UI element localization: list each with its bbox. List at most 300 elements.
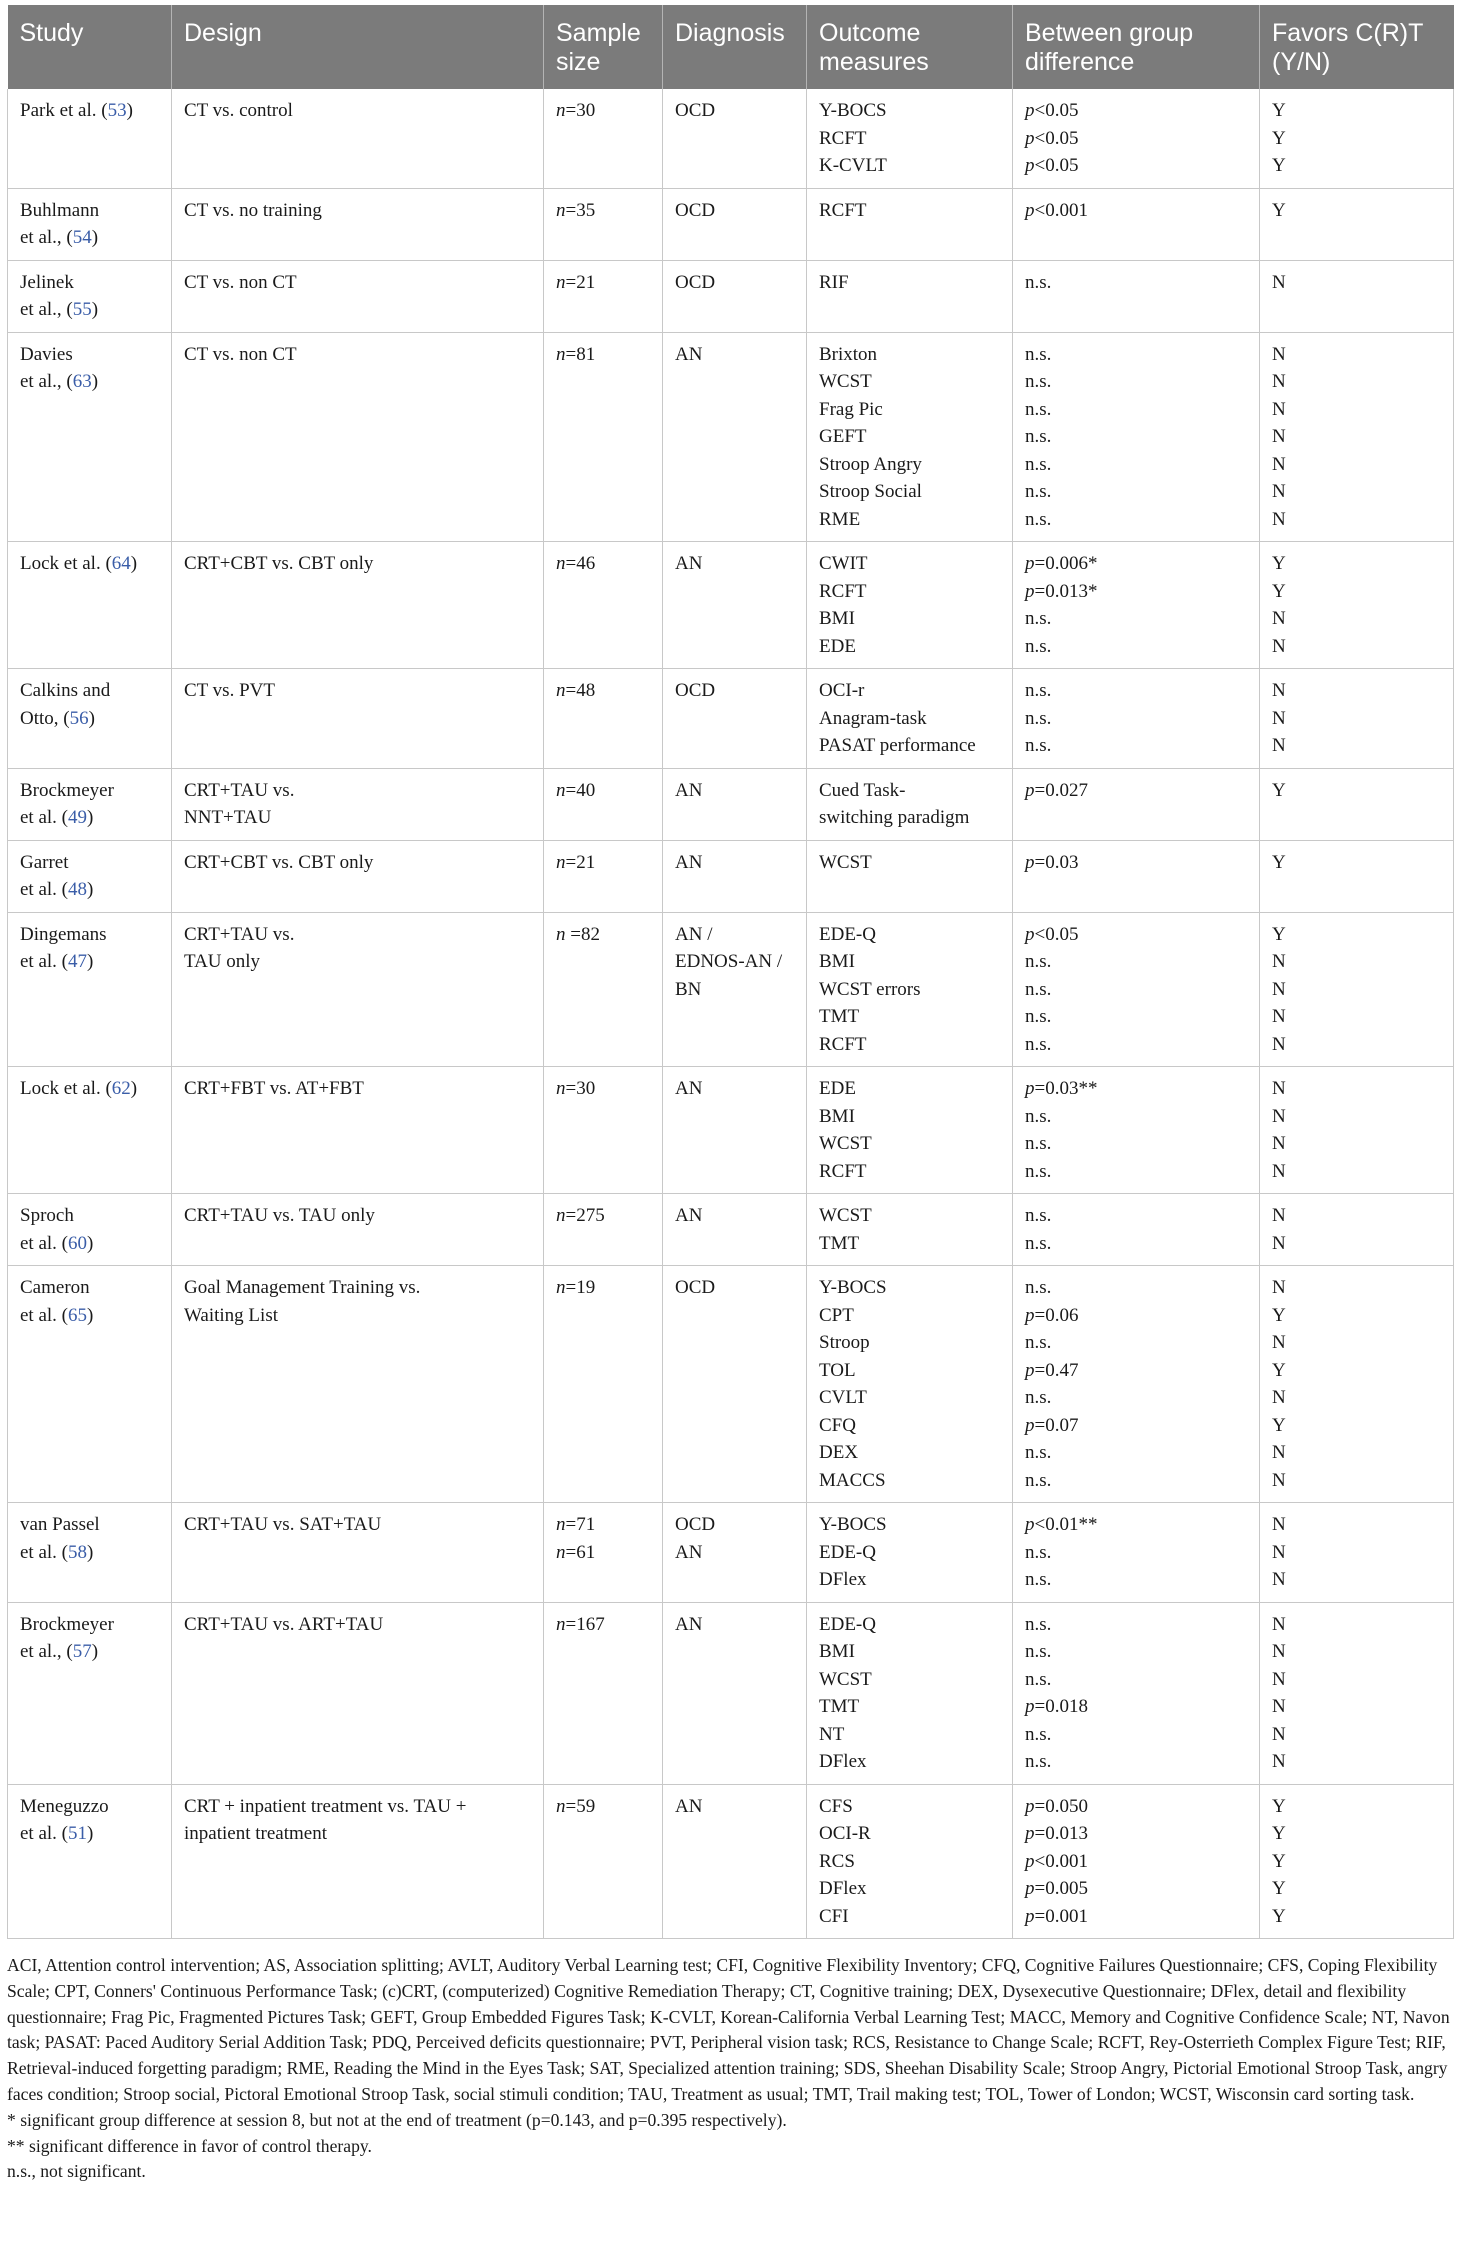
study-line bbox=[20, 1511, 159, 1539]
study-line bbox=[20, 921, 159, 949]
diagnosis-value: AN bbox=[675, 1541, 703, 1563]
diagnosis-value: OCD bbox=[675, 199, 716, 221]
favors-value: N bbox=[1272, 271, 1286, 293]
stat-symbol: p bbox=[1025, 1850, 1035, 1872]
study-text: ) bbox=[87, 1232, 94, 1254]
outcome-value: Cued Task- bbox=[819, 779, 906, 801]
outcome-value: DFlex bbox=[819, 1878, 867, 1899]
difference-value: p=0.013* bbox=[1025, 580, 1098, 602]
outcome-value: Stroop Angry bbox=[819, 453, 922, 475]
difference-value: p<0.05 bbox=[1025, 127, 1079, 149]
diagnosis-cell bbox=[663, 840, 807, 912]
sample-size-value: n=30 bbox=[556, 1078, 596, 1099]
difference-cell bbox=[1013, 840, 1260, 912]
diagnosis-value: AN bbox=[675, 1078, 703, 1099]
design-value: CT vs. no training bbox=[184, 199, 322, 221]
study-text: Brockmeyer bbox=[20, 779, 114, 801]
diagnosis-value: AN bbox=[675, 553, 703, 574]
study-line bbox=[20, 97, 159, 125]
stat-symbol: p bbox=[1025, 1414, 1035, 1436]
table-row bbox=[8, 542, 1454, 669]
study-line bbox=[20, 876, 159, 904]
study-line bbox=[20, 1302, 159, 1330]
difference-value: n.s. bbox=[1025, 1006, 1052, 1027]
diagnosis-value: AN bbox=[675, 851, 703, 873]
design-cell bbox=[172, 188, 544, 260]
study-text: ) bbox=[130, 1078, 138, 1099]
sample-size-value: n=21 bbox=[556, 271, 596, 293]
favors-value: N bbox=[1272, 1469, 1286, 1491]
design-value: CRT+TAU vs. ART+TAU bbox=[184, 1613, 384, 1635]
outcome-value: Brixton bbox=[819, 343, 878, 365]
study-text: ) bbox=[87, 1304, 94, 1326]
reference-link[interactable]: 55 bbox=[72, 299, 92, 320]
study-cell bbox=[8, 260, 172, 332]
stat-symbol: p bbox=[1025, 1304, 1035, 1326]
difference-cell bbox=[1013, 1266, 1260, 1503]
outcome-value: WCST bbox=[819, 851, 872, 873]
favors-value: Y bbox=[1272, 580, 1286, 602]
column-header-sample-size: Sample size bbox=[544, 5, 663, 89]
outcome-value: OCI-R bbox=[819, 1823, 871, 1844]
favors-value: N bbox=[1272, 978, 1286, 1000]
diagnosis-value: OCD bbox=[675, 1277, 716, 1298]
reference-link[interactable]: 56 bbox=[69, 707, 89, 729]
favors-value: N bbox=[1272, 398, 1286, 420]
outcome-value: RCS bbox=[819, 1850, 855, 1872]
reference-link[interactable]: 62 bbox=[111, 1078, 131, 1099]
stat-symbol: p bbox=[1025, 580, 1035, 602]
difference-value: n.s. bbox=[1025, 453, 1052, 475]
outcome-value: CFI bbox=[819, 1905, 849, 1927]
stat-symbol: n bbox=[556, 100, 566, 121]
sample-size-value: n=71 bbox=[556, 1514, 596, 1535]
design-cell bbox=[172, 840, 544, 912]
reference-link[interactable]: 53 bbox=[107, 100, 127, 121]
diagnosis-cell bbox=[663, 1503, 807, 1603]
difference-value: n.s. bbox=[1025, 1133, 1052, 1154]
outcome-value: Frag Pic bbox=[819, 398, 883, 420]
favors-value: Y bbox=[1272, 779, 1286, 801]
favors-value: Y bbox=[1272, 1359, 1286, 1381]
diagnosis-cell bbox=[663, 89, 807, 188]
difference-value: n.s. bbox=[1025, 1668, 1052, 1690]
favors-value: N bbox=[1272, 635, 1286, 657]
design-cell bbox=[172, 669, 544, 769]
diagnosis-cell bbox=[663, 912, 807, 1067]
outcome-value: GEFT bbox=[819, 426, 867, 447]
outcome-value: RIF bbox=[819, 271, 849, 293]
study-cell bbox=[8, 332, 172, 542]
study-cell bbox=[8, 1067, 172, 1194]
outcome-value: RME bbox=[819, 508, 861, 530]
favors-value: N bbox=[1272, 343, 1286, 365]
favors-cell bbox=[1260, 1067, 1454, 1194]
design-value: CRT+TAU vs. bbox=[184, 779, 295, 801]
stat-symbol: n bbox=[556, 779, 566, 801]
stat-symbol: p bbox=[1025, 100, 1035, 121]
sample-size-cell bbox=[544, 1784, 663, 1939]
outcome-value: CFS bbox=[819, 1795, 853, 1817]
footnote: ** significant difference in favor of control therapy. bbox=[7, 2135, 372, 2156]
difference-value: n.s. bbox=[1025, 735, 1052, 756]
favors-value: N bbox=[1272, 371, 1286, 392]
stat-symbol: p bbox=[1025, 1878, 1035, 1899]
study-text: et al., ( bbox=[20, 371, 73, 392]
footnotes bbox=[7, 2108, 1453, 2185]
favors-value: N bbox=[1272, 1696, 1286, 1717]
stat-symbol: n bbox=[556, 923, 566, 945]
stat-symbol: p bbox=[1025, 127, 1035, 149]
sample-size-value: n=19 bbox=[556, 1277, 596, 1298]
stat-symbol: p bbox=[1025, 1359, 1035, 1381]
favors-cell bbox=[1260, 1266, 1454, 1503]
outcome-value: RCFT bbox=[819, 199, 867, 221]
favors-value: N bbox=[1272, 1723, 1286, 1745]
outcome-cell bbox=[807, 768, 1013, 840]
study-text: ) bbox=[88, 707, 95, 729]
study-text: et al., ( bbox=[20, 1641, 73, 1662]
outcome-value: TMT bbox=[819, 1696, 860, 1717]
sample-size-value: n=21 bbox=[556, 851, 596, 873]
stat-symbol: n bbox=[556, 1795, 566, 1817]
difference-value: p=0.005 bbox=[1025, 1878, 1088, 1899]
difference-value: n.s. bbox=[1025, 1205, 1052, 1226]
favors-value: N bbox=[1272, 1514, 1286, 1535]
study-line bbox=[20, 341, 159, 369]
sample-size-cell bbox=[544, 1067, 663, 1194]
study-line bbox=[20, 1274, 159, 1302]
study-text: et al. ( bbox=[20, 1232, 69, 1254]
study-text: et al. ( bbox=[20, 1823, 69, 1844]
diagnosis-cell bbox=[663, 188, 807, 260]
difference-value: n.s. bbox=[1025, 1613, 1052, 1635]
sample-size-cell bbox=[544, 188, 663, 260]
design-cell bbox=[172, 542, 544, 669]
difference-value: p=0.006* bbox=[1025, 553, 1098, 574]
difference-value: p=0.001 bbox=[1025, 1905, 1088, 1927]
study-line bbox=[20, 197, 159, 225]
reference-link[interactable]: 63 bbox=[72, 371, 92, 392]
difference-value: n.s. bbox=[1025, 426, 1052, 447]
table-row bbox=[8, 669, 1454, 769]
outcome-value: BMI bbox=[819, 951, 855, 972]
outcome-value: switching paradigm bbox=[819, 807, 970, 828]
outcome-value: RCFT bbox=[819, 580, 867, 602]
outcome-value: Y-BOCS bbox=[819, 100, 887, 121]
outcome-value: WCST bbox=[819, 1205, 872, 1226]
study-line bbox=[20, 1793, 159, 1821]
design-cell bbox=[172, 260, 544, 332]
difference-value: p<0.05 bbox=[1025, 155, 1079, 176]
reference-link[interactable]: 65 bbox=[68, 1304, 88, 1326]
design-cell bbox=[172, 912, 544, 1067]
study-text: Park et al. ( bbox=[20, 100, 108, 121]
difference-value: n.s. bbox=[1025, 951, 1052, 972]
diagnosis-cell bbox=[663, 1784, 807, 1939]
study-text: ) bbox=[130, 553, 138, 574]
favors-value: N bbox=[1272, 1332, 1286, 1353]
reference-link[interactable]: 57 bbox=[72, 1641, 92, 1662]
outcome-value: CPT bbox=[819, 1304, 854, 1326]
study-text: et al. ( bbox=[20, 951, 69, 972]
study-cell bbox=[8, 1602, 172, 1784]
design-value: CRT+FBT vs. AT+FBT bbox=[184, 1078, 364, 1099]
difference-value: n.s. bbox=[1025, 1332, 1052, 1353]
reference-link[interactable]: 58 bbox=[68, 1541, 88, 1563]
favors-cell bbox=[1260, 912, 1454, 1067]
favors-value: Y bbox=[1272, 1878, 1286, 1899]
stat-symbol: p bbox=[1025, 851, 1035, 873]
design-value: inpatient treatment bbox=[184, 1823, 327, 1844]
study-line bbox=[20, 1638, 159, 1666]
study-line bbox=[20, 677, 159, 705]
table-row bbox=[8, 188, 1454, 260]
table-notes bbox=[7, 1953, 1453, 2185]
difference-cell bbox=[1013, 542, 1260, 669]
difference-value: n.s. bbox=[1025, 1751, 1052, 1772]
outcome-cell bbox=[807, 260, 1013, 332]
favors-value: N bbox=[1272, 1078, 1286, 1099]
outcome-value: RCFT bbox=[819, 127, 867, 149]
design-value: Waiting List bbox=[184, 1304, 278, 1326]
outcome-cell bbox=[807, 669, 1013, 769]
difference-cell bbox=[1013, 89, 1260, 188]
diagnosis-cell bbox=[663, 669, 807, 769]
column-header-favors: Favors C(R)T (Y/N) bbox=[1260, 5, 1454, 89]
outcome-value: WCST errors bbox=[819, 978, 921, 1000]
stat-symbol: p bbox=[1025, 155, 1035, 176]
study-cell bbox=[8, 669, 172, 769]
outcome-value: Anagram-task bbox=[819, 707, 927, 729]
difference-value: p<0.05 bbox=[1025, 100, 1079, 121]
study-line bbox=[20, 1611, 159, 1639]
difference-value: n.s. bbox=[1025, 1541, 1052, 1563]
outcome-cell bbox=[807, 1503, 1013, 1603]
study-text: Brockmeyer bbox=[20, 1613, 114, 1635]
study-text: van Passel bbox=[20, 1514, 100, 1535]
difference-cell bbox=[1013, 1602, 1260, 1784]
sample-size-value: n=167 bbox=[556, 1613, 605, 1635]
stat-symbol: p bbox=[1025, 1078, 1035, 1099]
favors-value: Y bbox=[1272, 923, 1286, 945]
study-text: Otto, ( bbox=[20, 707, 70, 729]
study-cell bbox=[8, 768, 172, 840]
difference-value: n.s. bbox=[1025, 1469, 1052, 1491]
design-value: CT vs. control bbox=[184, 100, 293, 121]
design-cell bbox=[172, 1194, 544, 1266]
outcome-value: MACCS bbox=[819, 1469, 886, 1491]
study-text: ) bbox=[87, 1541, 94, 1563]
diagnosis-cell bbox=[663, 1067, 807, 1194]
outcome-value: RCFT bbox=[819, 1160, 867, 1182]
favors-value: N bbox=[1272, 453, 1286, 475]
difference-value: p<0.05 bbox=[1025, 923, 1079, 945]
favors-value: N bbox=[1272, 735, 1286, 756]
study-text: Sproch bbox=[20, 1205, 74, 1226]
reference-link[interactable]: 48 bbox=[68, 879, 88, 900]
outcome-cell bbox=[807, 1194, 1013, 1266]
outcome-value: CWIT bbox=[819, 553, 868, 574]
study-text: Davies bbox=[20, 343, 73, 365]
sample-size-cell bbox=[544, 1266, 663, 1503]
study-text: Garret bbox=[20, 851, 69, 873]
outcome-cell bbox=[807, 1266, 1013, 1503]
study-line bbox=[20, 849, 159, 877]
favors-value: N bbox=[1272, 1387, 1286, 1408]
outcome-cell bbox=[807, 332, 1013, 542]
outcome-value: TMT bbox=[819, 1232, 860, 1254]
study-line bbox=[20, 224, 159, 252]
difference-value: n.s. bbox=[1025, 1033, 1052, 1055]
study-cell bbox=[8, 89, 172, 188]
design-value: CRT+TAU vs. SAT+TAU bbox=[184, 1514, 382, 1535]
favors-value: Y bbox=[1272, 553, 1286, 574]
difference-value: n.s. bbox=[1025, 271, 1052, 293]
diagnosis-cell bbox=[663, 768, 807, 840]
study-text: et al., ( bbox=[20, 227, 73, 248]
design-cell bbox=[172, 1266, 544, 1503]
study-text: ) bbox=[87, 1823, 94, 1844]
sample-size-cell bbox=[544, 669, 663, 769]
reference-link[interactable]: 51 bbox=[68, 1823, 88, 1844]
study-line bbox=[20, 269, 159, 297]
difference-value: p=0.027 bbox=[1025, 779, 1088, 801]
study-text: ) bbox=[91, 227, 99, 248]
design-value: CT vs. PVT bbox=[184, 680, 275, 701]
sample-size-value: n=59 bbox=[556, 1795, 596, 1817]
difference-value: n.s. bbox=[1025, 608, 1052, 629]
outcome-value: CVLT bbox=[819, 1387, 867, 1408]
reference-link[interactable]: 54 bbox=[72, 227, 92, 248]
diagnosis-cell bbox=[663, 1194, 807, 1266]
difference-value: n.s. bbox=[1025, 1105, 1052, 1127]
diagnosis-value: BN bbox=[675, 978, 702, 1000]
design-value: CRT+CBT vs. CBT only bbox=[184, 851, 374, 873]
favors-cell bbox=[1260, 669, 1454, 769]
design-value: CT vs. non CT bbox=[184, 343, 297, 365]
outcome-cell bbox=[807, 912, 1013, 1067]
diagnosis-value: AN bbox=[675, 1795, 703, 1817]
study-line bbox=[20, 1202, 159, 1230]
favors-cell bbox=[1260, 260, 1454, 332]
sample-size-value: n=46 bbox=[556, 553, 596, 574]
favors-cell bbox=[1260, 542, 1454, 669]
difference-value: n.s. bbox=[1025, 398, 1052, 420]
outcome-value: Y-BOCS bbox=[819, 1514, 887, 1535]
column-header-study: Study bbox=[8, 5, 172, 89]
stat-symbol: n bbox=[556, 343, 566, 365]
stat-symbol: n bbox=[556, 553, 566, 574]
diagnosis-value: AN bbox=[675, 779, 703, 801]
difference-value: p<0.001 bbox=[1025, 199, 1088, 221]
sample-size-cell bbox=[544, 1194, 663, 1266]
favors-cell bbox=[1260, 188, 1454, 260]
design-value: CT vs. non CT bbox=[184, 271, 297, 293]
column-header-design: Design bbox=[172, 5, 544, 89]
stat-symbol: n bbox=[556, 1541, 566, 1563]
design-cell bbox=[172, 1784, 544, 1939]
design-value: TAU only bbox=[184, 951, 261, 972]
study-text: ) bbox=[87, 879, 94, 900]
design-cell bbox=[172, 332, 544, 542]
favors-value: N bbox=[1272, 426, 1286, 447]
stat-symbol: p bbox=[1025, 553, 1035, 574]
diagnosis-value: OCD bbox=[675, 1514, 716, 1535]
study-text: et al. ( bbox=[20, 1541, 69, 1563]
design-value: NNT+TAU bbox=[184, 807, 272, 828]
sample-size-value: n=81 bbox=[556, 343, 596, 365]
study-line bbox=[20, 1820, 159, 1848]
sample-size-cell bbox=[544, 1602, 663, 1784]
difference-value: p=0.018 bbox=[1025, 1696, 1088, 1717]
favors-value: N bbox=[1272, 707, 1286, 729]
outcome-value: K-CVLT bbox=[819, 155, 887, 176]
design-value: CRT + inpatient treatment vs. TAU + bbox=[184, 1795, 467, 1817]
favors-value: Y bbox=[1272, 100, 1286, 121]
column-header-outcome-measures: Outcome measures bbox=[807, 5, 1013, 89]
study-text: et al. ( bbox=[20, 879, 69, 900]
difference-value: n.s. bbox=[1025, 343, 1052, 365]
stat-symbol: n bbox=[556, 199, 566, 221]
study-text: Lock et al. ( bbox=[20, 553, 112, 574]
table-row bbox=[8, 1784, 1454, 1939]
diagnosis-cell bbox=[663, 332, 807, 542]
difference-value: p=0.050 bbox=[1025, 1795, 1088, 1817]
reference-link[interactable]: 60 bbox=[68, 1232, 88, 1254]
outcome-value: OCI-r bbox=[819, 680, 865, 701]
study-cell bbox=[8, 840, 172, 912]
outcome-value: EDE-Q bbox=[819, 923, 876, 945]
reference-link[interactable]: 49 bbox=[68, 807, 88, 828]
stat-symbol: n bbox=[556, 1078, 566, 1099]
study-text: ) bbox=[87, 951, 94, 972]
favors-value: N bbox=[1272, 1541, 1286, 1563]
sample-size-value: n=61 bbox=[556, 1541, 596, 1563]
favors-value: N bbox=[1272, 508, 1286, 530]
outcome-value: CFQ bbox=[819, 1414, 856, 1436]
sample-size-value: n =82 bbox=[556, 923, 600, 945]
table-header bbox=[8, 5, 1454, 89]
reference-link[interactable]: 47 bbox=[68, 951, 88, 972]
study-text: ) bbox=[91, 299, 99, 320]
study-line bbox=[20, 1230, 159, 1258]
favors-value: N bbox=[1272, 608, 1286, 629]
favors-cell bbox=[1260, 1194, 1454, 1266]
stat-symbol: p bbox=[1025, 779, 1035, 801]
abbreviations-note: ACI, Attention control intervention; AS, Association splitting; AVLT, Auditory Verbal Learning test; CFI, Cognitive Flexibility Inventory; CFQ, Cognitive Failures Questionnaire; CFS, Coping Flexibility Scale; CPT, Conners' Continuous Performance Task; (c)CRT, (computerized) Cognitive Remediation Therapy; CT, Cognitive training; DEX, Dysexecutive Questionnaire; DFlex, detail and flexibility questionnaire; Frag Pic, Fragmented Pictures Task; GEFT, Group Embedded Figures Task; K-CVLT, Korean-California Verbal Learning Test; MACC, Memory and Cognitive Confidence Scale; NT, Navon task; PASAT: Paced Auditory Serial Addition Task; PDQ, Perceived deficits questionnaire; PVT, Peripheral vision task; RCS, Resistance to Change Scale; RCFT, Rey-Osterrieth Complex Figure Test; RIF, Retrieval-induced forgetting paradigm; RME, Reading the Mind in the Eyes Task; SAT, Specialized attention training; SDS, Sheehan Disability Scale; Stroop Angry, Pictorial Emotional Stroop Task, angry faces condition; Stroop social, Pictoral Emotional Stroop Task, social stimuli condition; TAU, Treatment as usual; TMT, Trail making test; TOL, Tower of London; WCST, Wisconsin card sorting task. bbox=[7, 1955, 1450, 2104]
diagnosis-value: OCD bbox=[675, 100, 716, 121]
footnote: * significant group difference at session 8, but not at the end of treatment (p=0.143, and p=0.395 respectively). bbox=[7, 2109, 787, 2130]
favors-value: Y bbox=[1272, 1823, 1286, 1844]
study-line bbox=[20, 368, 159, 396]
diagnosis-cell bbox=[663, 542, 807, 669]
outcome-value: TMT bbox=[819, 1006, 860, 1027]
study-cell bbox=[8, 1194, 172, 1266]
favors-value: N bbox=[1272, 1277, 1286, 1298]
study-cell bbox=[8, 542, 172, 669]
reference-link[interactable]: 64 bbox=[111, 553, 131, 574]
outcome-cell bbox=[807, 1602, 1013, 1784]
favors-value: N bbox=[1272, 1033, 1286, 1055]
favors-value: Y bbox=[1272, 1905, 1286, 1927]
favors-value: Y bbox=[1272, 155, 1286, 176]
stat-symbol: n bbox=[556, 680, 566, 701]
difference-value: p=0.03** bbox=[1025, 1078, 1098, 1099]
study-text: Calkins and bbox=[20, 680, 111, 701]
study-text: ) bbox=[91, 1641, 99, 1662]
favors-value: Y bbox=[1272, 1795, 1286, 1817]
